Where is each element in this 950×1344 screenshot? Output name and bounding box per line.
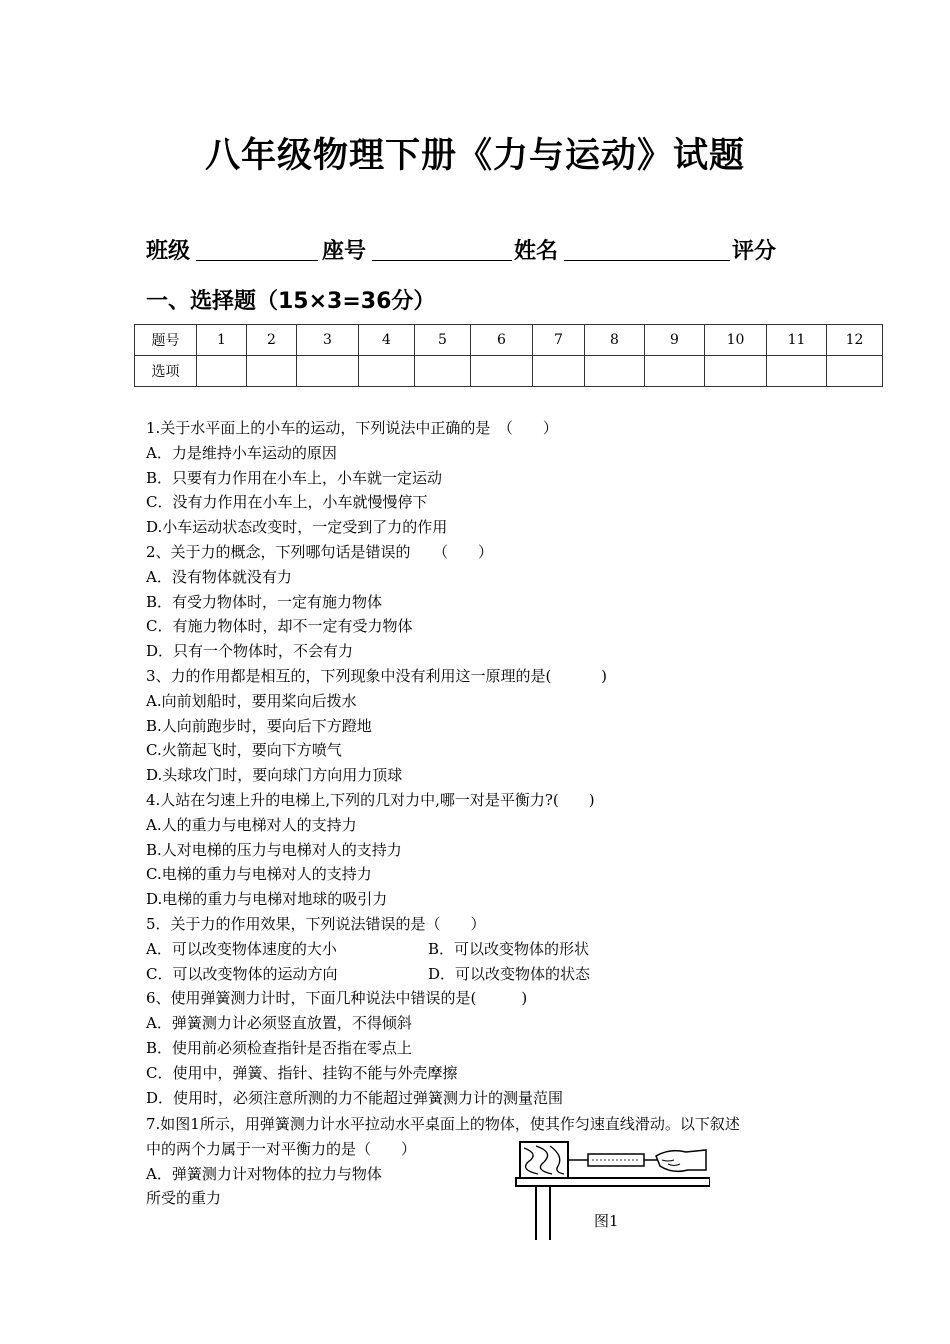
q5-options-row-2 <box>146 962 607 987</box>
answer-cell[interactable] <box>297 356 359 387</box>
table-number: 12 <box>827 325 883 356</box>
question-line: 2、关于力的概念，下列哪句话是错误的 （ ） <box>146 542 494 561</box>
question-line: C.电梯的重力与电梯对人的支持力 <box>146 865 372 884</box>
seat-label: 座号 <box>322 239 367 264</box>
name-label: 姓名 <box>514 239 559 264</box>
question-line: B．只要有力作用在小车上，小车就一定运动 <box>146 468 443 487</box>
answer-cell[interactable] <box>471 356 533 387</box>
question-line: 所受的重力 <box>146 1189 222 1208</box>
question-line: A.向前划船时，要用桨向后拨水 <box>146 691 357 710</box>
answer-cell[interactable] <box>705 356 767 387</box>
question-line: A.人的重力与电梯对人的支持力 <box>146 815 357 834</box>
table-number: 3 <box>297 325 359 356</box>
answer-table-option-row <box>135 356 883 387</box>
name-blank[interactable] <box>564 260 730 261</box>
table-number: 8 <box>585 325 645 356</box>
question-line: A．力是维持小车运动的原因 <box>146 443 337 462</box>
table-top <box>516 1178 710 1186</box>
question-line: 7.如图1所示，用弹簧测力计水平拉动水平桌面上的物体，使其作匀速直线滑动。以下叙述 <box>146 1115 740 1133</box>
answer-cell[interactable] <box>247 356 297 387</box>
table-header-number: 题号 <box>135 325 197 356</box>
score-label: 评分 <box>732 239 777 264</box>
q5-options-row-1 <box>146 937 607 962</box>
question-line: 1.关于水平面上的小车的运动，下列说法中正确的是 （ ） <box>146 419 558 437</box>
question-line: C.火箭起飞时，要向下方喷气 <box>146 741 342 760</box>
student-info-row <box>146 234 866 266</box>
question-line: D.小车运动状态改变时，一定受到了力的作用 <box>146 518 448 537</box>
question-line: D.头球攻门时，要向球门方向用力顶球 <box>146 766 403 785</box>
table-number: 5 <box>415 325 471 356</box>
answer-cell[interactable] <box>767 356 827 387</box>
q5-option-a: A．可以改变物体速度的大小 <box>146 939 337 958</box>
question-line: B．有受力物体时，一定有施力物体 <box>146 592 383 611</box>
q5-option-b: B．可以改变物体的形状 <box>428 939 590 958</box>
table-number: 6 <box>471 325 533 356</box>
answer-cell[interactable] <box>197 356 247 387</box>
question-line: B.人向前跑步时，要向后下方蹬地 <box>146 716 372 735</box>
answer-table <box>134 324 883 387</box>
question-line: C．没有力作用在小车上，小车就慢慢停下 <box>146 493 428 512</box>
table-number: 7 <box>533 325 585 356</box>
class-blank[interactable] <box>196 260 318 261</box>
question-line: D．使用时，必须注意所测的力不能超过弹簧测力计的测量范围 <box>146 1088 564 1107</box>
question-line: 3、力的作用都是相互的，下列现象中没有利用这一原理的是( ) <box>146 666 608 685</box>
answer-cell[interactable] <box>533 356 585 387</box>
answer-cell[interactable] <box>585 356 645 387</box>
table-number: 4 <box>359 325 415 356</box>
question-line: D.电梯的重力与电梯对地球的吸引力 <box>146 890 388 909</box>
question-line: B．使用前必须检查指针是否指在零点上 <box>146 1038 413 1057</box>
q5-option-d: D．可以改变物体的状态 <box>428 964 591 983</box>
question-line: 中的两个力属于一对平衡力的是（ ） <box>146 1139 417 1158</box>
table-number: 2 <box>247 325 297 356</box>
table-number: 11 <box>767 325 827 356</box>
question-line: 5．关于力的作用效果，下列说法错误的是（ ） <box>146 914 486 933</box>
answer-cell[interactable] <box>359 356 415 387</box>
answer-cell[interactable] <box>645 356 705 387</box>
question-line: A．弹簧测力计必须竖直放置，不得倾斜 <box>146 1014 412 1033</box>
table-number: 10 <box>705 325 767 356</box>
question-line: 6、使用弹簧测力计时，下面几种说法中错误的是( ) <box>146 989 528 1008</box>
seat-blank[interactable] <box>372 260 512 261</box>
question-line: A．没有物体就没有力 <box>146 567 292 586</box>
questions-block-1 <box>146 416 607 1110</box>
class-label: 班级 <box>146 239 191 264</box>
section-heading: 一、选择题（15×3=36分） <box>146 289 436 314</box>
table-number: 1 <box>197 325 247 356</box>
answer-table-number-row <box>135 325 883 356</box>
question-line: C．使用中，弹簧、指针、挂钩不能与外壳摩擦 <box>146 1063 458 1082</box>
answer-cell[interactable] <box>415 356 471 387</box>
table-number: 9 <box>645 325 705 356</box>
question-line: A．弹簧测力计对物体的拉力与物体 <box>146 1164 382 1183</box>
table-header-option: 选项 <box>135 356 197 387</box>
figure-label: 图1 <box>594 1212 619 1230</box>
question-line: 4.人站在匀速上升的电梯上,下列的几对力中,哪一对是平衡力?( ) <box>146 790 595 809</box>
exam-title: 八年级物理下册《力与运动》试题 <box>204 136 745 176</box>
question-line: C．有施力物体时，却不一定有受力物体 <box>146 617 413 636</box>
q5-option-c: C．可以改变物体的运动方向 <box>146 964 338 983</box>
answer-cell[interactable] <box>827 356 883 387</box>
question-line: B.人对电梯的压力与电梯对人的支持力 <box>146 840 402 859</box>
question-line: D．只有一个物体时，不会有力 <box>146 642 354 661</box>
